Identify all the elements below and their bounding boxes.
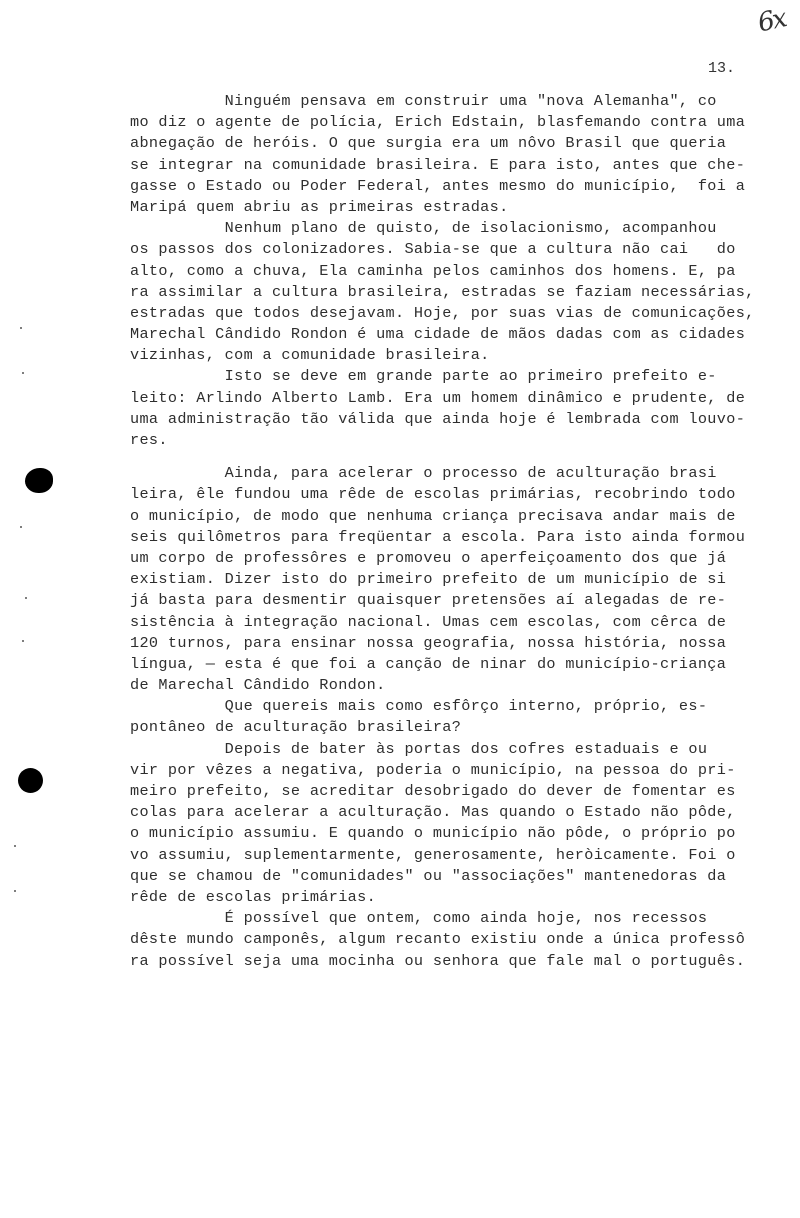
text-line: Que quereis mais como esfôrço interno, próprio, es- — [130, 697, 708, 716]
text-line: uma administração tão válida que ainda hoje é lembrada com louvo- — [130, 409, 746, 428]
margin-speck — [20, 327, 22, 329]
punch-hole-mark — [25, 468, 53, 493]
text-line: sistência à integração nacional. Umas cem escolas, com cêrca de — [130, 612, 727, 631]
text-line: pontâneo de aculturação brasileira? — [130, 718, 462, 737]
text-line: vo assumiu, suplementarmente, generosamente, heròicamente. Foi o — [130, 845, 736, 864]
margin-speck — [20, 526, 22, 528]
text-line: 120 turnos, para ensinar nossa geografia, nossa história, nossa — [130, 633, 727, 652]
text-line: o município, de modo que nenhuma criança precisava andar mais de — [130, 506, 736, 525]
text-line: Marechal Cândido Rondon é uma cidade de mãos dadas com as cidades — [130, 325, 746, 344]
text-line: que se chamou de "comunidades" ou "associações" mantenedoras da — [130, 866, 727, 885]
margin-speck — [25, 597, 27, 599]
text-line: um corpo de professôres e promoveu o aperfeiçoamento dos que já — [130, 548, 727, 567]
text-line: Depois de bater às portas dos cofres estaduais e ou — [130, 739, 708, 758]
handwritten-margin-note: 6x — [755, 3, 789, 39]
text-line: existiam. Dizer isto do primeiro prefeito de um município de si — [130, 570, 727, 589]
paragraph-spacer — [130, 451, 790, 463]
margin-speck — [22, 372, 24, 374]
text-line: Ninguém pensava em construir uma "nova Alemanha", co — [130, 92, 717, 110]
punch-hole-mark — [18, 768, 43, 793]
text-line: Maripá quem abriu as primeiras estradas. — [130, 197, 509, 216]
text-line: o município assumiu. E quando o município não pôde, o próprio po — [130, 824, 736, 843]
text-line: vizinhas, com a comunidade brasileira. — [130, 346, 490, 365]
text-line: dêste mundo camponês, algum recanto existiu onde a única professô — [130, 930, 746, 949]
text-line: Isto se deve em grande parte ao primeiro prefeito e- — [130, 367, 717, 386]
text-line: É possível que ontem, como ainda hoje, nos recessos — [130, 909, 708, 928]
text-line: seis quilômetros para freqüentar a escola. Para isto ainda formou — [130, 527, 746, 546]
text-line: ra assimilar a cultura brasileira, estradas se faziam necessárias, — [130, 282, 755, 301]
text-line: ra possível seja uma mocinha ou senhora que fale mal o português. — [130, 951, 746, 970]
text-line: Ainda, para acelerar o processo de aculturação brasi — [130, 464, 717, 483]
margin-speck — [14, 845, 16, 847]
text-line: língua, — esta é que foi a canção de ninar do município-criança — [130, 654, 727, 673]
text-line: abnegação de heróis. O que surgia era um nôvo Brasil que queria — [130, 134, 727, 153]
text-line: gasse o Estado ou Poder Federal, antes mesmo do município, foi a — [130, 176, 746, 195]
text-line: se integrar na comunidade brasileira. E para isto, antes que che- — [130, 155, 746, 174]
margin-speck — [22, 640, 24, 642]
text-line: colas para acelerar a aculturação. Mas quando o Estado não pôde, — [130, 803, 736, 822]
text-line: leira, êle fundou uma rêde de escolas primárias, recobrindo todo — [130, 485, 736, 504]
text-line: res. — [130, 431, 168, 449]
typewritten-body — [130, 91, 790, 972]
text-line: vir por vêzes a negativa, poderia o município, na pessoa do pri- — [130, 760, 736, 779]
text-line: os passos dos colonizadores. Sabia-se que a cultura não cai do — [130, 240, 736, 259]
text-line: mo diz o agente de polícia, Erich Edstain, blasfemando contra uma — [130, 113, 746, 132]
text-line: leito: Arlindo Alberto Lamb. Era um homem dinâmico e prudente, de — [130, 388, 746, 407]
text-line: já basta para desmentir quaisquer pretensões aí alegadas de re- — [130, 591, 727, 610]
text-line: rêde de escolas primárias. — [130, 887, 377, 906]
text-line: Nenhum plano de quisto, de isolacionismo, acompanhou — [130, 219, 717, 238]
text-line: estradas que todos desejavam. Hoje, por suas vias de comunicações, — [130, 303, 755, 322]
page-number: 13. — [708, 60, 736, 77]
text-line: de Marechal Cândido Rondon. — [130, 676, 386, 695]
margin-speck — [14, 890, 16, 892]
text-line: alto, como a chuva, Ela caminha pelos caminhos dos homens. E, pa — [130, 261, 736, 280]
text-line: meiro prefeito, se acreditar desobrigado do dever de fomentar es — [130, 782, 736, 800]
